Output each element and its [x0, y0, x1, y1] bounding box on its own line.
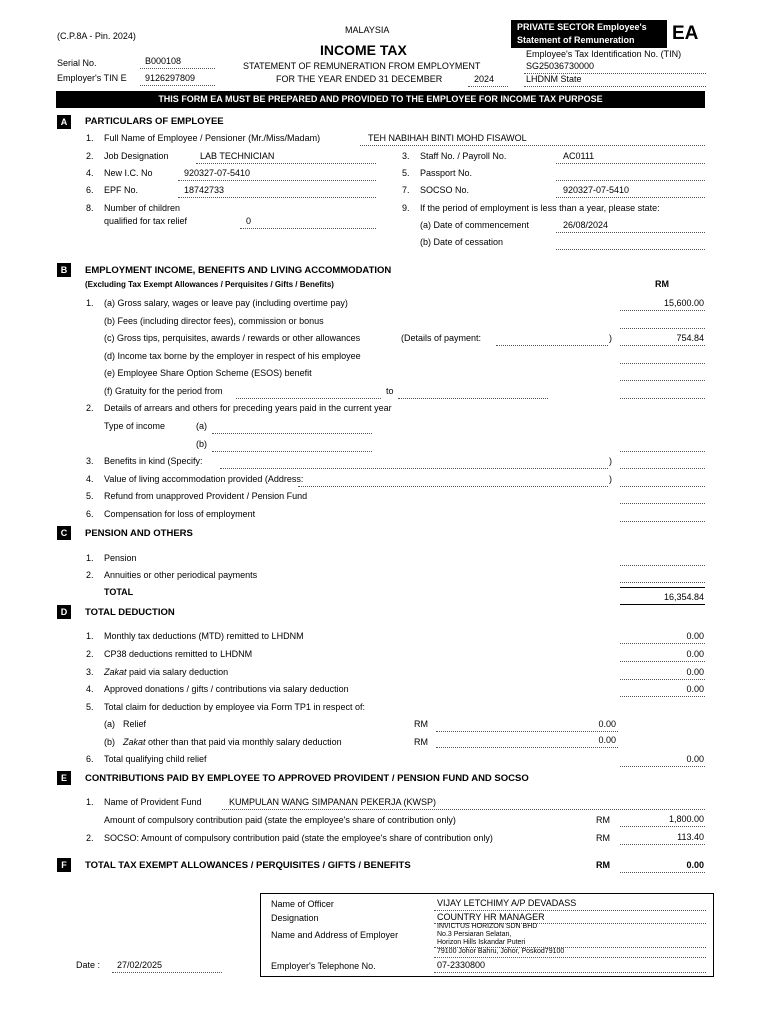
details-label: (Details of payment:: [401, 333, 482, 343]
item-number: 1.: [86, 298, 94, 308]
dotted-rule: [434, 972, 706, 973]
employee-tin-value: SG25036730000: [526, 61, 595, 71]
item-number: 3.: [86, 667, 94, 677]
dotted-rule: [212, 451, 372, 452]
dotted-rule: [556, 197, 705, 198]
dotted-rule: [436, 747, 618, 748]
relief-rm: RM: [414, 719, 428, 729]
dotted-rule: [222, 809, 705, 810]
type-b-marker: (b): [196, 439, 207, 449]
staff-value: AC0111: [563, 151, 595, 161]
socso-rm: RM: [596, 833, 610, 843]
esos-label: (e) Employee Share Option Scheme (ESOS) benefit: [104, 368, 312, 378]
dotted-rule: [434, 957, 706, 958]
dotted-rule: [620, 451, 705, 452]
epf-value: 18742733: [184, 185, 225, 195]
passport-label: Passport No.: [420, 168, 473, 178]
dotted-rule: [620, 844, 705, 845]
item-number: 3.: [402, 151, 410, 161]
epf-label: EPF No.: [104, 185, 139, 195]
phone-label: Employer's Telephone No.: [271, 961, 376, 971]
cp38-value: 0.00: [686, 649, 704, 659]
date-value: 27/02/2025: [117, 960, 163, 970]
living-close: ): [609, 474, 612, 484]
type-a-marker: (a): [196, 421, 207, 431]
item-number: 9.: [402, 203, 410, 213]
zakat-label: [104, 668, 228, 677]
employee-tin-label: Employee's Tax Identification No. (TIN): [526, 49, 682, 59]
dotted-rule: [620, 328, 705, 329]
dotted-rule: [620, 696, 705, 697]
child-relief-label: Total qualifying child relief: [104, 754, 207, 764]
tips-value: 754.84: [676, 333, 704, 343]
commence-value: 26/08/2024: [563, 220, 609, 230]
section-f-value: 0.00: [686, 860, 704, 870]
employer-tin-label: Employer's TIN E: [57, 73, 127, 83]
zakat-other-rm: RM: [414, 737, 428, 747]
zakat-other-value: 0.00: [598, 735, 616, 745]
dotted-rule: [620, 486, 705, 487]
compensation-label: Compensation for loss of employment: [104, 509, 256, 519]
zakat-other-label: [123, 738, 342, 747]
donations-value: 0.00: [686, 684, 704, 694]
employer-line4: 79100 Johor Bahru, Johor, Poskod79100: [437, 948, 565, 955]
private-sector-line2: Statement of Remuneration: [517, 35, 635, 45]
designation-label: Designation: [271, 913, 319, 923]
item-number: 2.: [86, 151, 94, 161]
item-number: 1.: [86, 553, 94, 563]
annuities-label: Annuities or other periodical payments: [104, 570, 258, 580]
dotted-rule: [620, 345, 705, 346]
compulsory-value: 1,800.00: [668, 814, 704, 824]
designation-value: COUNTRY HR MANAGER: [437, 912, 545, 922]
section-a-title: PARTICULARS OF EMPLOYEE: [85, 116, 224, 127]
item-number: 6.: [86, 185, 94, 195]
total-rule: [620, 587, 705, 588]
dotted-rule: [620, 565, 705, 566]
section-d-title: TOTAL DEDUCTION: [85, 607, 175, 618]
year-value: 2024: [474, 74, 495, 84]
dotted-rule: [360, 145, 705, 146]
section-b-title: EMPLOYMENT INCOME, BENEFITS AND LIVING ACCOMMODATION: [85, 265, 392, 276]
relief-label: Relief: [123, 719, 147, 729]
fund-name-value: KUMPULAN WANG SIMPANAN PEKERJA (KWSP): [229, 797, 437, 807]
commence-label: (a) Date of commencement: [420, 220, 530, 230]
fund-name-label: Name of Provident Fund: [104, 797, 202, 807]
details-close: ): [609, 333, 612, 343]
section-e-marker: E: [57, 771, 71, 785]
zakat-other-italic: Zakat: [123, 737, 146, 747]
dotted-rule: [620, 643, 705, 644]
employer-tin-value: 9126297809: [145, 73, 196, 83]
children-label-2: qualified for tax relief: [104, 216, 188, 226]
section-c-title: PENSION AND OTHERS: [85, 528, 193, 539]
compulsory-label: Amount of compulsory contribution paid (state the employee's share of contribution only): [104, 815, 456, 825]
dotted-rule: [620, 826, 705, 827]
dotted-rule: [620, 310, 705, 311]
tips-label: (c) Gross tips, perquisites, awards / rewards or other allowances: [104, 333, 361, 343]
item-number: 1.: [86, 133, 94, 143]
item-number: 4.: [86, 474, 94, 484]
total-label: TOTAL: [104, 587, 134, 597]
refund-label: Refund from unapproved Provident / Pension Fund: [104, 491, 308, 501]
dotted-rule: [220, 468, 608, 469]
zakat-italic: Zakat: [104, 667, 127, 677]
item-number: 2.: [86, 403, 94, 413]
employer-label: Name and Address of Employer: [271, 930, 399, 940]
full-name-label: Full Name of Employee / Pensioner (Mr./Miss/Madam): [104, 133, 321, 143]
dotted-rule: [196, 163, 376, 164]
dotted-rule: [620, 398, 705, 399]
donations-label: Approved donations / gifts / contributions via salary deduction: [104, 684, 349, 694]
bik-label: Benefits in kind (Specify:: [104, 456, 203, 466]
to-label: to: [386, 386, 394, 396]
section-f-title: TOTAL TAX EXEMPT ALLOWANCES / PERQUISITES / GIFTS / BENEFITS: [85, 860, 411, 871]
cp38-label: CP38 deductions remitted to LHDNM: [104, 649, 253, 659]
item-number: 2.: [86, 833, 94, 843]
item-number: 2.: [86, 570, 94, 580]
item-number: 3.: [86, 456, 94, 466]
rm-header: RM: [655, 279, 669, 289]
dotted-rule: [178, 197, 376, 198]
dotted-rule: [620, 661, 705, 662]
children-value: 0: [246, 216, 252, 226]
staff-label: Staff No. / Payroll No.: [420, 151, 507, 161]
section-d-marker: D: [57, 605, 71, 619]
dotted-rule: [620, 503, 705, 504]
dotted-rule: [556, 163, 705, 164]
dotted-rule: [620, 468, 705, 469]
socso-value: 920327-07-5410: [563, 185, 630, 195]
tp1-label: Total claim for deduction by employee via Form TP1 in respect of:: [104, 702, 365, 712]
dotted-rule: [240, 228, 376, 229]
section-c-marker: C: [57, 526, 71, 540]
children-label-1: Number of children: [104, 203, 181, 213]
ic-value: 920327-07-5410: [184, 168, 251, 178]
dotted-rule: [212, 433, 372, 434]
dotted-rule: [556, 249, 705, 250]
item-number: 2.: [86, 649, 94, 659]
form-title: INCOME TAX: [320, 42, 407, 58]
gross-salary-label: (a) Gross salary, wages or leave pay (including overtime pay): [104, 298, 348, 308]
year-label: FOR THE YEAR ENDED 31 DECEMBER: [276, 74, 443, 84]
item-number: 7.: [402, 185, 410, 195]
job-label: Job Designation: [104, 151, 169, 161]
item-number: 1.: [86, 631, 94, 641]
tax-borne-label: (d) Income tax borne by the employer in respect of his employee: [104, 351, 361, 361]
dotted-rule: [556, 232, 705, 233]
total-rule-bottom: [620, 604, 705, 605]
item-number: 6.: [86, 754, 94, 764]
dotted-rule: [468, 86, 508, 87]
dotted-rule: [140, 85, 215, 86]
pension-label: Pension: [104, 553, 137, 563]
officer-label: Name of Officer: [271, 899, 334, 909]
dotted-rule: [620, 872, 705, 873]
socso-label: SOCSO No.: [420, 185, 470, 195]
private-sector-line1: PRIVATE SECTOR Employee's: [517, 22, 647, 32]
section-b-marker: B: [57, 263, 71, 277]
dotted-rule: [398, 398, 548, 399]
mtd-label: Monthly tax deductions (MTD) remitted to LHDNM: [104, 631, 304, 641]
zakat-label-rest: paid via salary deduction: [129, 667, 229, 677]
dotted-rule: [620, 766, 705, 767]
dotted-rule: [620, 380, 705, 381]
zakat-other-marker: (b): [104, 737, 115, 747]
employer-line3: Horizon Hills Iskandar Puteri: [437, 939, 526, 946]
section-a-marker: A: [57, 115, 71, 129]
child-relief-value: 0.00: [686, 754, 704, 764]
relief-marker: (a): [104, 719, 115, 729]
period-label: If the period of employment is less than a year, please state:: [420, 203, 660, 213]
dotted-rule: [178, 180, 376, 181]
statement-title: STATEMENT OF REMUNERATION FROM EMPLOYMENT: [243, 61, 481, 71]
item-number: 5.: [86, 491, 94, 501]
fees-label: (b) Fees (including director fees), commission or bonus: [104, 316, 324, 326]
section-f-marker: F: [57, 858, 71, 872]
country: MALAYSIA: [345, 25, 390, 35]
item-number: 6.: [86, 509, 94, 519]
item-number: 4.: [86, 168, 94, 178]
socso-contribution-label: SOCSO: Amount of compulsory contribution paid (state the employee's share of contribution only): [104, 833, 493, 843]
serial-label: Serial No.: [57, 58, 97, 68]
officer-value: VIJAY LETCHIMY A/P DEVADASS: [437, 898, 577, 908]
type-income-label: Type of income: [104, 421, 166, 431]
item-number: 1.: [86, 797, 94, 807]
section-f-rm: RM: [596, 860, 610, 870]
dotted-rule: [620, 582, 705, 583]
total-value: 16,354.84: [663, 592, 704, 602]
dotted-rule: [140, 68, 215, 69]
phone-value: 07-2330800: [437, 960, 486, 970]
date-label: Date :: [76, 960, 101, 970]
dotted-rule: [236, 398, 381, 399]
dotted-rule: [620, 363, 705, 364]
serial-value: B000108: [145, 56, 182, 66]
item-number: 5.: [402, 168, 410, 178]
employer-line1: INVICTUS HORIZON SDN BHD: [437, 923, 538, 930]
arrears-label: Details of arrears and others for preceding years paid in the current year: [104, 403, 392, 413]
living-label: Value of living accommodation provided (Address:: [104, 474, 304, 484]
job-value: LAB TECHNICIAN: [200, 151, 275, 161]
dotted-rule: [436, 731, 618, 732]
relief-value: 0.00: [598, 719, 616, 729]
section-e-title: CONTRIBUTIONS PAID BY EMPLOYEE TO APPROVED PROVIDENT / PENSION FUND AND SOCSO: [85, 773, 529, 784]
section-b-subtitle: (Excluding Tax Exempt Allowances / Perquisites / Gifts / Benefits): [85, 280, 334, 289]
zakat-value: 0.00: [686, 667, 704, 677]
cessation-label: (b) Date of cessation: [420, 237, 504, 247]
lhdnm-state-label: LHDNM State: [526, 74, 582, 84]
bik-close: ): [609, 456, 612, 466]
mtd-value: 0.00: [686, 631, 704, 641]
item-number: 4.: [86, 684, 94, 694]
dotted-rule: [620, 679, 705, 680]
dotted-rule: [620, 521, 705, 522]
dotted-rule: [112, 972, 222, 973]
employer-line2: No.3 Persiaran Selatan,: [437, 931, 512, 938]
item-number: 5.: [86, 702, 94, 712]
dotted-rule: [434, 910, 706, 911]
ic-label: New I.C. No: [104, 168, 153, 178]
dotted-rule: [524, 86, 706, 87]
ea-label: EA: [672, 23, 699, 44]
gross-salary-value: 15,600.00: [663, 298, 704, 308]
full-name-value: TEH NABIHAH BINTI MOHD FISAWOL: [368, 133, 527, 143]
dotted-rule: [556, 180, 705, 181]
form-code: (C.P.8A - Pin. 2024): [57, 31, 136, 41]
dotted-rule: [298, 486, 608, 487]
gratuity-label: (f) Gratuity for the period from: [104, 386, 223, 396]
item-number: 8.: [86, 203, 94, 213]
zakat-other-rest: other than that paid via monthly salary deduction: [148, 737, 342, 747]
socso-contribution-value: 113.40: [677, 832, 704, 842]
dotted-rule: [496, 345, 608, 346]
compulsory-rm: RM: [596, 815, 610, 825]
banner-text: THIS FORM EA MUST BE PREPARED AND PROVIDED TO THE EMPLOYEE FOR INCOME TAX PURPOSE: [158, 94, 603, 104]
